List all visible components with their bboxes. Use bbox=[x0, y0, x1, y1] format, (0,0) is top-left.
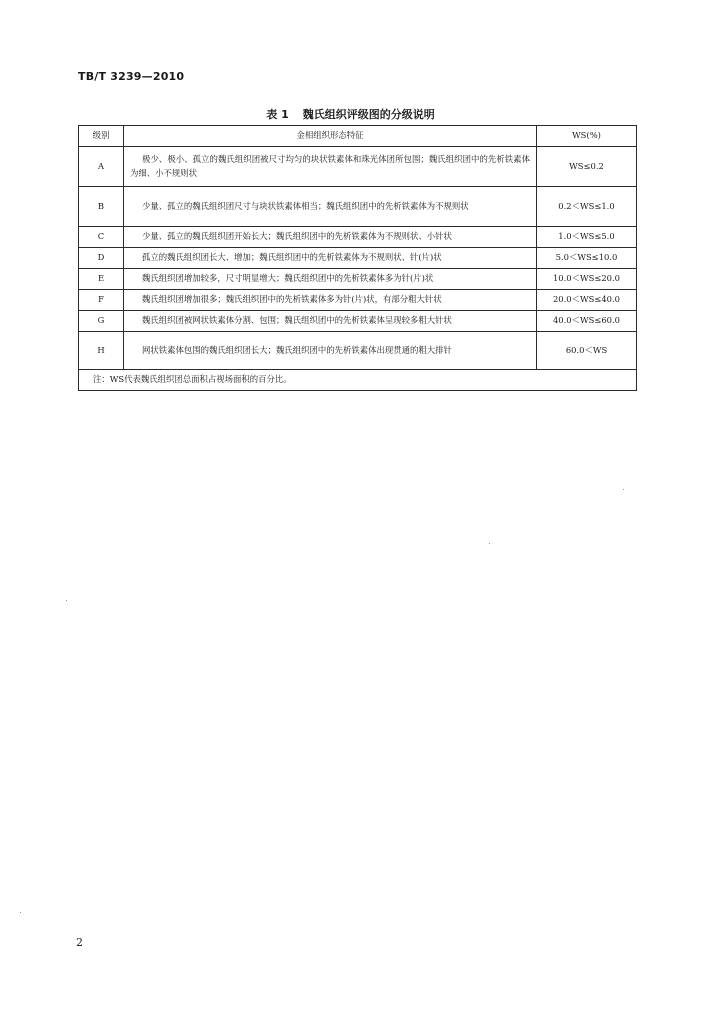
scan-speck bbox=[66, 600, 67, 601]
table-row bbox=[79, 290, 637, 311]
description-cell bbox=[124, 332, 537, 370]
description-text: 网状铁素体包围的魏氏组织团长大；魏氏组织团中的先析铁素体出现贯通的粗大排针 bbox=[142, 344, 452, 355]
description-text: 魏氏组织团增加很多；魏氏组织团中的先析铁素体多为针(片)状，有部分粗大针状 bbox=[142, 294, 442, 305]
description-text: 极少、极小、孤立的魏氏组织团被尺寸均匀的块状铁素体和珠光体团所包围；魏氏组织团中的先析铁素体为细、小不规则状 bbox=[130, 154, 530, 178]
ws-cell: WS≤0.2 bbox=[537, 147, 637, 187]
description-cell bbox=[124, 187, 537, 227]
description-cell bbox=[124, 290, 537, 311]
description-text: 少量、孤立的魏氏组织团尺寸与块状铁素体相当；魏氏组织团中的先析铁素体为不规则状 bbox=[142, 200, 469, 211]
table-title-text: 魏氏组织评级图的分级说明 bbox=[302, 108, 435, 121]
ws-cell: 10.0＜WS≤20.0 bbox=[537, 269, 637, 290]
table-row bbox=[79, 248, 637, 269]
table-row bbox=[79, 147, 637, 187]
table-title bbox=[0, 106, 701, 122]
table-row bbox=[79, 269, 637, 290]
table-note: 注：WS代表魏氏组织团总面积占视场面积的百分比。 bbox=[79, 370, 637, 391]
table-note-row bbox=[79, 370, 637, 391]
standard-code: TB/T 3239—2010 bbox=[78, 70, 185, 83]
grade-cell: D bbox=[79, 248, 124, 269]
table-row bbox=[79, 311, 637, 332]
column-header-description: 金相组织形态特征 bbox=[124, 126, 537, 147]
ws-cell: 40.0＜WS≤60.0 bbox=[537, 311, 637, 332]
description-text: 孤立的魏氏组织团长大、增加；魏氏组织团中的先析铁素体为不规则状、针(片)状 bbox=[142, 252, 442, 263]
grade-cell: G bbox=[79, 311, 124, 332]
grade-cell: H bbox=[79, 332, 124, 370]
description-cell bbox=[124, 311, 537, 332]
description-cell bbox=[124, 147, 537, 187]
page-number: 2 bbox=[76, 936, 83, 949]
ws-cell: 5.0＜WS≤10.0 bbox=[537, 248, 637, 269]
ws-cell: 60.0＜WS bbox=[537, 332, 637, 370]
description-cell bbox=[124, 269, 537, 290]
description-cell bbox=[124, 227, 537, 248]
grade-cell: C bbox=[79, 227, 124, 248]
scan-speck bbox=[20, 912, 21, 913]
column-header-ws: WS(%) bbox=[537, 126, 637, 147]
table-header-row bbox=[79, 126, 637, 147]
ws-cell: 0.2＜WS≤1.0 bbox=[537, 187, 637, 227]
description-text: 魏氏组织团增加较多，尺寸明显增大；魏氏组织团中的先析铁素体多为针(片)状 bbox=[142, 273, 434, 284]
grade-cell: F bbox=[79, 290, 124, 311]
description-text: 魏氏组织团被网状铁素体分割、包围；魏氏组织团中的先析铁素体呈现较多粗大针状 bbox=[142, 315, 452, 326]
scan-speck bbox=[489, 543, 490, 544]
ws-cell: 1.0＜WS≤5.0 bbox=[537, 227, 637, 248]
table-row bbox=[79, 332, 637, 370]
grade-table bbox=[78, 125, 637, 391]
table-row bbox=[79, 187, 637, 227]
grade-cell: E bbox=[79, 269, 124, 290]
grade-cell: B bbox=[79, 187, 124, 227]
table-title-number: 表 1 bbox=[266, 108, 289, 121]
ws-cell: 20.0＜WS≤40.0 bbox=[537, 290, 637, 311]
scan-speck bbox=[623, 489, 624, 490]
description-cell bbox=[124, 248, 537, 269]
column-header-grade: 级别 bbox=[79, 126, 124, 147]
description-text: 少量、孤立的魏氏组织团开始长大；魏氏组织团中的先析铁素体为不规则状、小针状 bbox=[142, 231, 452, 242]
table-row bbox=[79, 227, 637, 248]
grade-cell: A bbox=[79, 147, 124, 187]
